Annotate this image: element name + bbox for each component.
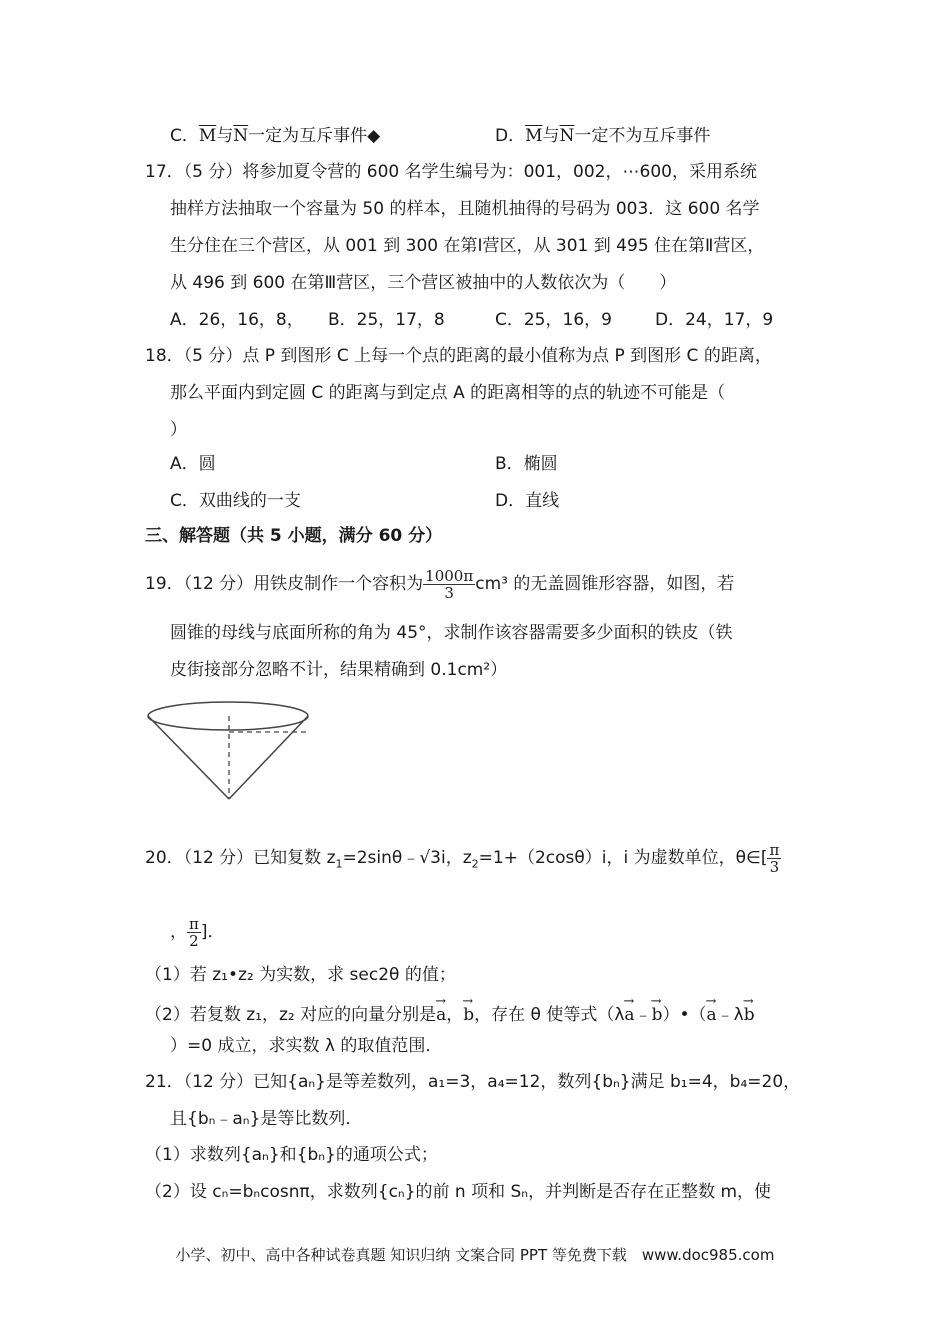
page-footer: 小学、初中、高中各种试卷真题 知识归纳 文案合同 PPT 等免费下载 www.doc985.com [175,1246,775,1264]
text: ﹣ [634,1005,652,1025]
text: 19．（12 分）用铁皮制作一个容积为 [145,574,424,594]
sqrt-three: √3 [419,848,441,868]
n-bar: $\overline{N}$ [559,126,575,146]
text: ，存在 θ 使等式（λ [474,1005,625,1025]
text: 与 [216,126,234,146]
pi-over-three [767,842,781,875]
option-text: 一定不为互斥事件 [574,126,711,146]
q20-line-2 [170,912,225,952]
q18-option-c: C．双曲线的一支 [170,491,301,511]
q20-part-2-cont: ）=0 成立，求实数 λ 的取值范围． [170,1036,443,1056]
option-label: C． [170,126,199,146]
vector-a: → a [436,997,446,1029]
q16-option-c [170,124,380,148]
vector-b: → b [652,997,663,1029]
q17-line-4: 从 496 到 600 在第Ⅲ营区，三个营区被抽中的人数依次为（ ） [170,273,677,293]
text: cm³ 的无盖圆锥形容器，如图，若 [475,574,735,594]
q21-part-1: （1）求数列{aₙ}和{bₙ}的通项公式； [145,1145,438,1165]
section-heading: 三、解答题（共 5 小题，满分 60 分） [145,526,443,546]
option-label: D． [495,126,526,146]
q20-part-1: （1）若 z₁•z₂ 为实数，求 sec2θ 的值； [145,965,456,985]
option-text: 一定为互斥事件◆ [248,126,381,146]
q18-option-b: B．椭圆 [495,454,558,474]
text: ）•（ [662,1005,707,1025]
q17-line-3: 生分住在三个营区，从 001 到 300 在第Ⅰ营区，从 301 到 495 住在第Ⅱ营区， [170,236,765,256]
q17-option-b: B．25，17，8 [328,310,445,330]
vector-a: → a [706,997,716,1029]
q17-option-c: C．25，16，9 [495,310,612,330]
subscript: 2 [471,857,479,871]
subscript: 1 [335,857,343,871]
q19-line-1 [145,566,734,602]
n-bar: $\overline{N}$ [233,126,249,146]
fraction-numerator: π [769,840,780,859]
q16-option-d [495,124,710,148]
fraction-numerator: 1000π [425,566,474,585]
vector-a: → a [624,997,634,1029]
q20-line-1 [145,838,781,884]
text: （2）若复数 z₁，z₂ 对应的向量分别是 [145,1005,437,1025]
text: i，z [440,848,472,868]
text: 与 [542,126,560,146]
q21-line-1: 21．（12 分）已知{aₙ}是等差数列，a₁=3，a₄=12，数列{bₙ}满足 b₁=4，b₄=20， [145,1072,801,1092]
q19-line-2: 圆锥的母线与底面所称的角为 45°，求制作该容器需要多少面积的铁皮（铁 [170,623,733,643]
q17-line-1: 17．（5 分）将参加夏令营的 600 名学生编号为：001，002，⋯600，采用系统 [145,162,757,182]
cone-base-ellipse [148,702,308,730]
q18-option-a: A．圆 [170,454,216,474]
m-bar: $\overline{M}$ [525,126,543,146]
volume-fraction [423,568,475,601]
q18-option-d: D．直线 [495,491,560,511]
vector-b: → b [463,997,474,1029]
fraction-denominator: 3 [444,583,454,602]
text: 20．（12 分）已知复数 z [145,848,336,868]
q21-part-2: （2）设 cₙ=bₙcosnπ，求数列{cₙ}的前 n 项和 Sₙ，并判断是否存在正整数 m，使 [145,1182,772,1202]
q18-line-3: ） [170,420,187,440]
fraction-denominator: 2 [189,931,199,950]
q17-option-d: D．24，17，9 [655,310,774,330]
text: ﹣λ [716,1005,744,1025]
vector-b: → b [744,997,755,1029]
text: =1+（2cosθ）i，i 为虚数单位，θ∈[ [478,848,768,868]
q18-line-1: 18．（5 分）点 P 到图形 C 上每一个点的距离的最小值称为点 P 到图形 C 的距离， [145,346,772,366]
q18-line-2: 那么平面内到定圆 C 的距离与到定点 A 的距离相等的点的轨迹不可能是（ [170,383,726,403]
text: ]． [200,922,225,942]
text: ， [446,1005,464,1025]
q17-option-a: A．26，16，8， [170,310,304,330]
q20-part-2 [145,997,755,1029]
text: =2sinθ﹣ [342,848,420,868]
m-bar: $\overline{M}$ [198,126,217,146]
pi-over-two [187,916,201,949]
fraction-denominator: 3 [769,857,780,876]
cone-figure [140,698,315,808]
q19-line-3: 皮街接部分忽略不计，结果精确到 0.1cm²） [170,660,508,680]
q21-line-2: 且{bₙ﹣aₙ}是等比数列． [170,1109,363,1129]
text: ， [170,922,187,942]
fraction-numerator: π [189,914,199,933]
q17-line-2: 抽样方法抽取一个容量为 50 的样本，且随机抽得的号码为 003．这 600 名学 [170,199,760,219]
